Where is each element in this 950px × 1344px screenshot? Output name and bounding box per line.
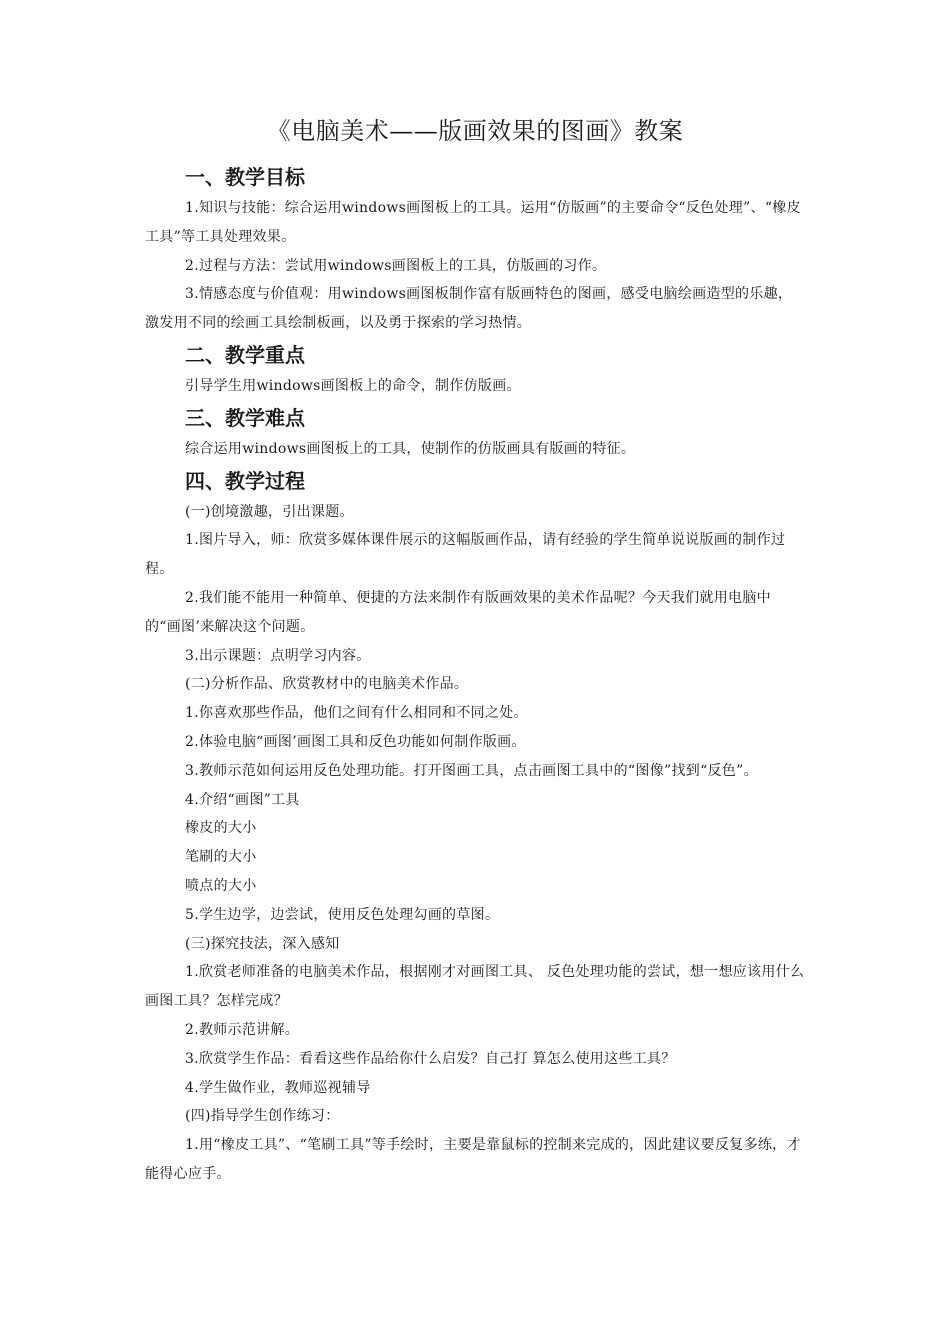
paragraph: 4.学生做作业，教师巡视辅导 (185, 1079, 371, 1096)
paragraph: (三)探究技法，深入感知 (185, 935, 340, 952)
section-heading: 二、教学重点 (185, 342, 305, 367)
section-teaching-process (145, 464, 805, 1189)
paragraph: 2.过程与方法：尝试用windows画图板上的工具，仿版画的习作。 (185, 257, 607, 274)
section-heading: 三、教学难点 (185, 405, 305, 430)
section-heading: 一、教学目标 (185, 165, 305, 189)
document-page (145, 112, 805, 1189)
section-heading: 四、教学过程 (185, 468, 305, 493)
paragraph: 综合运用windows画图板上的工具，使制作的仿版画具有版画的特征。 (185, 440, 636, 457)
paragraph: 橡皮的大小 (185, 820, 257, 837)
paragraph: (四)指导学生创作练习： (185, 1108, 340, 1125)
paragraph: 引导学生用windows画图板上的命令，制作仿版画。 (185, 377, 521, 394)
paragraph: 3.欣赏学生作品：看看这些作品给你什么启发？自己打 算怎么使用这些工具？ (185, 1050, 676, 1067)
paragraph: 2.体验电脑“画图’画图工具和反色功能如何制作版画。 (185, 733, 526, 750)
paragraph: 4.介绍“画图”工具 (185, 791, 300, 808)
paragraph: 2.我们能不能用一种简单、便捷的方法来制作有版画效果的美术作品呢？今天我们就用电脑中的“画图’来解决这个问题。 (145, 589, 771, 635)
paragraph: 1.用“橡皮工具”、“笔刷工具”等手绘时，主要是靠鼠标的控制来完成的，因此建议要反复多练，才能得心应手。 (145, 1137, 801, 1182)
paragraph: (一)创境激趣，引出课题。 (185, 503, 354, 520)
paragraph: 3.出示课题：点明学习内容。 (185, 647, 371, 664)
paragraph: (二)分析作品、欣赏教材中的电脑美术作品。 (185, 676, 469, 693)
paragraph: 笔刷的大小 (185, 849, 257, 866)
paragraph: 3.情感态度与价值观：用windows画图板制作富有版画特色的图画，感受电脑绘画造型的乐趣，激发用不同的绘画工具绘制板画，以及勇于探索的学习热情。 (145, 286, 793, 332)
paragraph: 1.图片导入，师：欣赏多媒体课件展示的这幅版画作品，请有经验的学生简单说说版画的制作过程。 (145, 532, 786, 578)
paragraph: 1.欣赏老师准备的电脑美术作品，根据刚才对画图工具、 反色处理功能的尝试，想一想应该用什么画图工具？怎样完成？ (145, 964, 805, 1010)
paragraph: 喷点的大小 (185, 877, 257, 894)
document-title: 《电脑美术——版画效果的图画》教案 (266, 117, 684, 145)
paragraph: 1.你喜欢那些作品，他们之间有什么相同和不同之处。 (185, 705, 528, 722)
paragraph: 3.教师示范如何运用反色处理功能。打开图画工具，点击画图工具中的“图像”找到“反色”。 (185, 762, 758, 779)
paragraph: 2.教师示范讲解。 (185, 1021, 300, 1038)
paragraph: 1.知识与技能：综合运用windows画图板上的工具。运用“仿版画”的主要命令“反色处理”、“橡皮工具”等工具处理效果。 (145, 200, 801, 245)
section-difficulties (145, 401, 805, 464)
section-teaching-goals (145, 160, 805, 338)
paragraph: 5.学生边学，边尝试，使用反色处理勾画的草图。 (185, 906, 500, 923)
section-key-points (145, 338, 805, 401)
